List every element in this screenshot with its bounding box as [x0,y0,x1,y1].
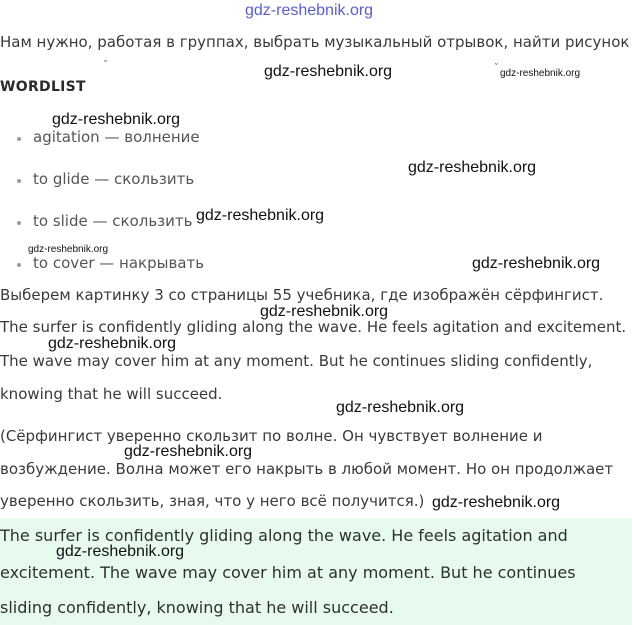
bullet [17,263,21,267]
wordlist-item: agitation — волнение [33,128,200,146]
watermark-top: gdz-reshebnik.org [245,2,374,19]
answer-line: The surfer is confidently gliding along the wave. He feels agitation and [0,526,568,545]
watermark: gdz-reshebnik.org [408,159,537,176]
tick-mark: ˘ [494,63,499,74]
watermark: gdz-reshebnik.org [432,494,561,511]
wordlist-item: to glide — скользить [33,170,195,188]
watermark: gdz-reshebnik.org [260,303,389,320]
russian-paragraph-line: (Сёрфингист уверенно скользит по волне. Он чувствует волнение и [0,427,543,445]
wordlist-item: to cover — накрывать [33,254,205,272]
russian-paragraph-line: уверенно скользить, зная, что у него всё получится.) [0,492,425,510]
bullet [17,179,21,183]
watermark: gdz-reshebnik.org [500,68,581,79]
english-paragraph-line: knowing that he will succeed. [0,385,223,403]
watermark: gdz-reshebnik.org [52,111,181,128]
intro-text: Нам нужно, работая в группах, выбрать музыкальный отрывок, найти рисунок [0,33,630,51]
english-paragraph-line: The surfer is confidently gliding along the wave. He feels agitation and excitement. [0,318,627,336]
watermark: gdz-reshebnik.org [196,207,325,224]
choice-text: Выберем картинку 3 со страницы 55 учебника, где изображён сёрфингист. [0,286,604,304]
watermark: gdz-reshebnik.org [56,543,185,560]
tick-mark: ˘ [103,60,108,71]
wordlist-item: to slide — скользить [33,212,193,230]
watermark: gdz-reshebnik.org [28,244,109,255]
watermark: gdz-reshebnik.org [264,63,393,80]
bullet [17,221,21,225]
watermark: gdz-reshebnik.org [48,335,177,352]
watermark: gdz-reshebnik.org [124,443,253,460]
answer-line: sliding confidently, knowing that he will succeed. [0,598,394,617]
bullet [17,137,21,141]
wordlist-title: WORDLIST [0,79,86,95]
answer-line: excitement. The wave may cover him at any moment. But he continues [0,563,576,582]
watermark: gdz-reshebnik.org [336,399,465,416]
watermark: gdz-reshebnik.org [472,255,601,272]
english-paragraph-line: The wave may cover him at any moment. But he continues sliding confidently, [0,352,593,370]
russian-paragraph-line: возбуждение. Волна может его накрыть в любой момент. Но он продолжает [0,460,614,478]
